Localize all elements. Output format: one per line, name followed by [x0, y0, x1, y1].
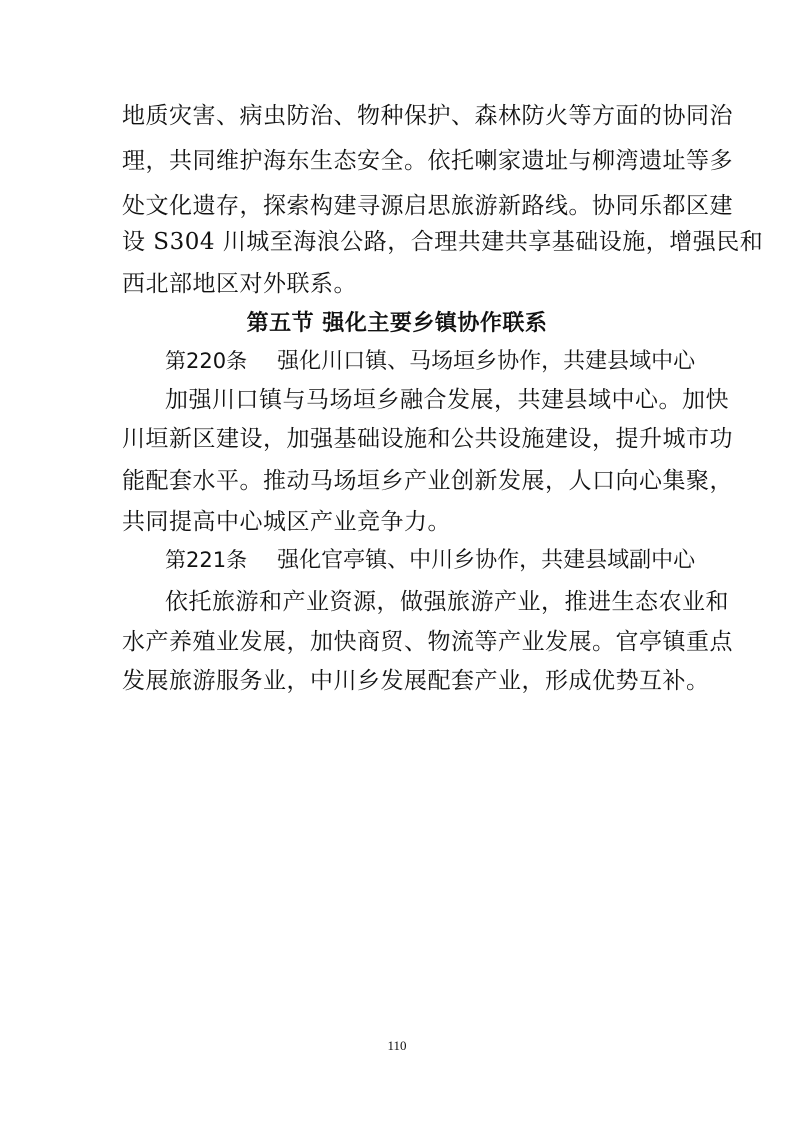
paragraph-line: 处文化遗存，探索构建寻源启思旅游新路线。协同乐都区建 — [122, 193, 733, 219]
paragraph-line: 地质灾害、病虫防治、物种保护、森林防火等方面的协同治 — [122, 103, 733, 129]
article-heading — [165, 546, 695, 575]
article-title: 强化官亭镇、中川乡协作，共建县域副中心 — [277, 548, 696, 573]
page-number: 110 — [387, 1038, 407, 1053]
paragraph-line: 发展旅游服务业，中川乡发展配套产业，形成优势互补。 — [122, 668, 710, 694]
article-heading — [165, 347, 695, 376]
article-number: 第221条 — [165, 548, 248, 572]
paragraph-line: 加强川口镇与马场垣乡融合发展，共建县域中心。加快 — [165, 387, 729, 413]
section-heading: 第五节 强化主要乡镇协作联系 — [246, 311, 548, 336]
paragraph-line: 能配套水平。推动马场垣乡产业创新发展，人口向心集聚， — [122, 468, 733, 494]
article-title: 强化川口镇、马场垣乡协作，共建县域中心 — [277, 349, 696, 374]
paragraph-line: 西北部地区对外联系。 — [122, 271, 357, 297]
paragraph-line: 理，共同维护海东生态安全。依托喇家遗址与柳湾遗址等多 — [122, 148, 733, 174]
paragraph-line: 共同提高中心城区产业竞争力。 — [122, 509, 451, 535]
paragraph-line: 水产养殖业发展，加快商贸、物流等产业发展。官亭镇重点 — [122, 629, 733, 655]
paragraph-line: 设 S304 川城至海浪公路，合理共建共享基础设施，增强民和 — [122, 229, 764, 255]
paragraph-line: 依托旅游和产业资源，做强旅游产业，推进生态农业和 — [165, 589, 729, 615]
paragraph-line: 川垣新区建设，加强基础设施和公共设施建设，提升城市功 — [122, 426, 733, 452]
article-number: 第220条 — [165, 349, 248, 373]
